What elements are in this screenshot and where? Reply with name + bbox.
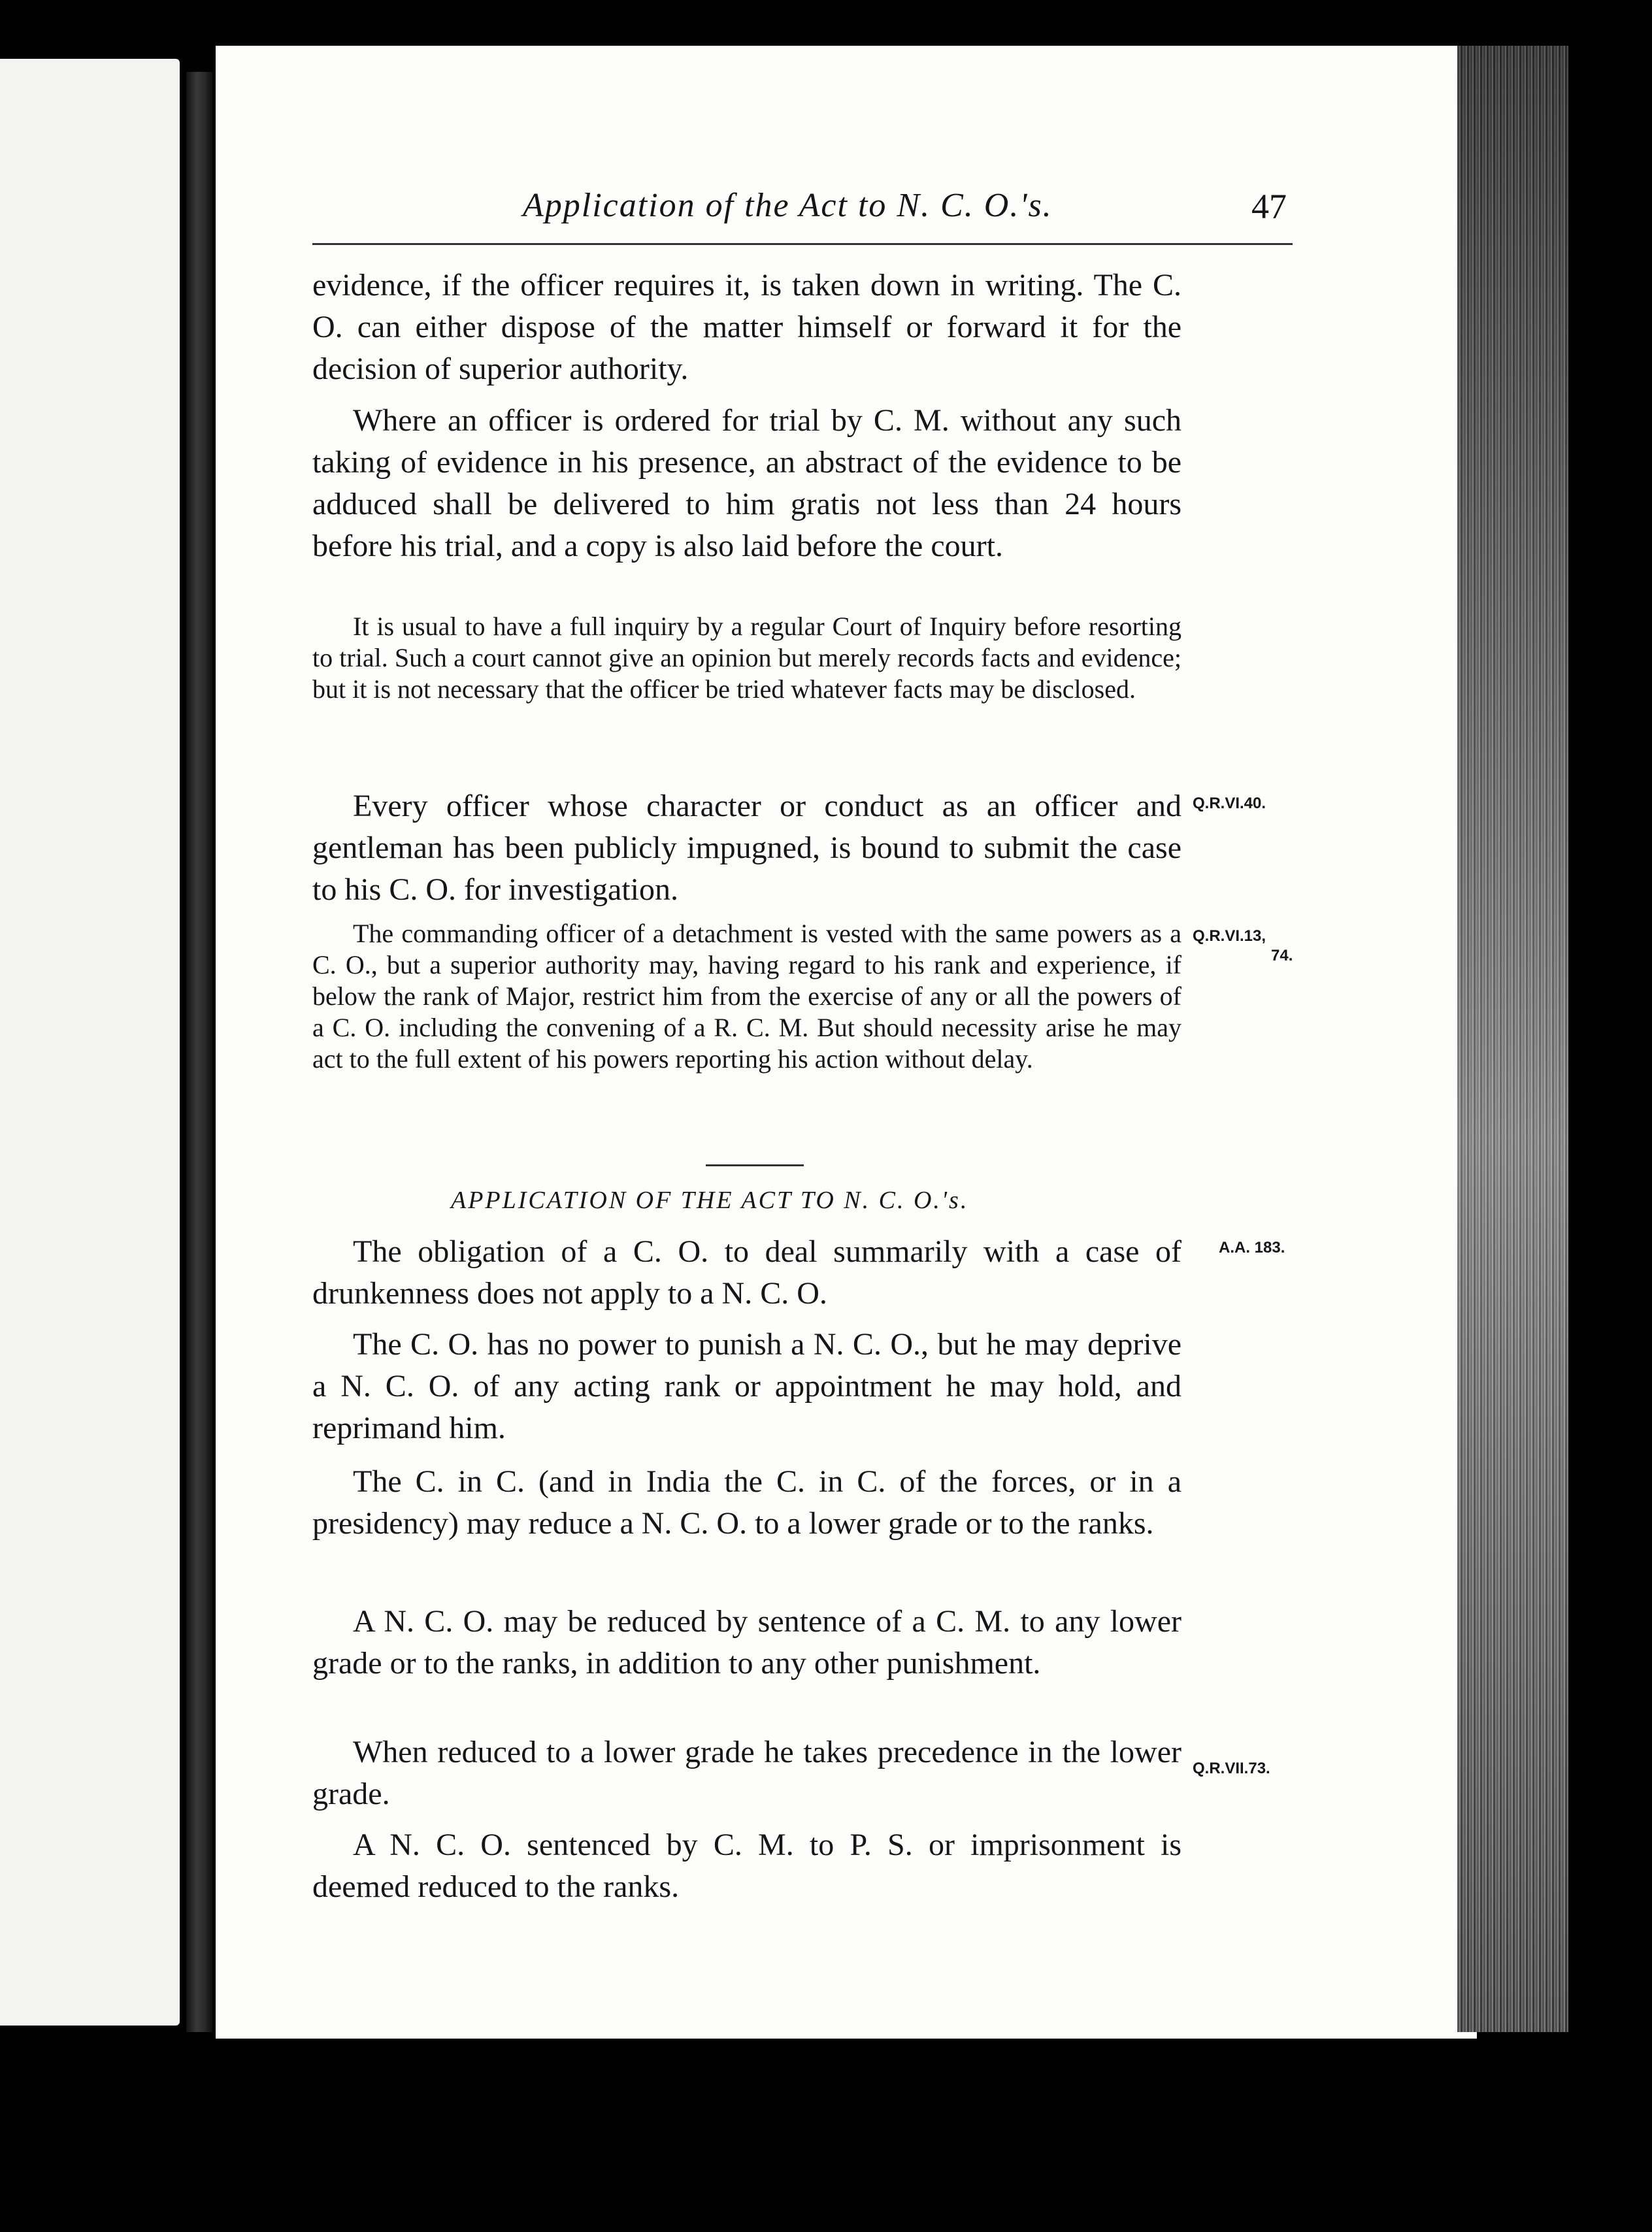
book-gutter xyxy=(186,72,212,2032)
section-title: APPLICATION OF THE ACT TO N. C. O.'s. xyxy=(451,1187,969,1214)
paragraph-6: The C. in C. (and in India the C. in C. of the forces, or in a presidency) may reduce a N. C. O. to a lower grade or to the ranks. xyxy=(312,1464,1181,1541)
margin-ref-2-cont: 74. xyxy=(1271,947,1293,964)
page-number: 47 xyxy=(1251,187,1287,226)
margin-ref-3: A.A. 183. xyxy=(1219,1239,1285,1256)
paragraph-4: The obligation of a C. O. to deal summarily with a case of drunkenness does not apply to a N. C. O. xyxy=(312,1234,1181,1311)
margin-ref-1: Q.R.VI.40. xyxy=(1193,795,1266,812)
note-2: The commanding officer of a detachment is vested with the same powers as a C. O., but a superior authority may, having regard to his rank and experience, if below the rank of Major, restrict him from the exercise of any or all the powers of a C. O. including the convening of a R. C. M. But should necessity arise he may act to the full extent of his powers reporting his action without delay. xyxy=(312,919,1181,1074)
margin-ref-2: Q.R.VI.13, xyxy=(1193,927,1266,945)
note-1: It is usual to have a full inquiry by a regular Court of Inquiry before resorting to trial. Such a court cannot give an opinion but merely records facts and evidence; but it is not necessary that the officer be tried whatever facts may be disclosed. xyxy=(312,612,1181,704)
running-head: Application of the Act to N. C. O.'s. xyxy=(523,187,1053,224)
facing-page-edge xyxy=(0,59,180,2026)
paragraph-9: A N. C. O. sentenced by C. M. to P. S. or imprisonment is deemed reduced to the ranks. xyxy=(312,1828,1181,1904)
paragraph-8: When reduced to a lower grade he takes precedence in the lower grade. xyxy=(312,1735,1181,1811)
paragraph-2: Where an officer is ordered for trial by C. M. without any such taking of evidence in his presence, an abstract of the evidence to be adduced shall be delivered to him gratis not less than 24 hours before his trial, and a copy is also laid before the court. xyxy=(312,403,1181,563)
paragraph-7: A N. C. O. may be reduced by sentence of a C. M. to any lower grade or to the ranks, in addition to any other punishment. xyxy=(312,1604,1181,1681)
section-rule xyxy=(706,1164,804,1166)
margin-ref-4: Q.R.VII.73. xyxy=(1193,1760,1270,1777)
paragraph-3: Every officer whose character or conduct as an officer and gentleman has been publicly impugned, is bound to submit the case to his C. O. for investigation. xyxy=(312,789,1181,907)
paragraph-1: evidence, if the officer requires it, is taken down in writing. The C. O. can either dispose of the matter himself or forward it for the decision of superior authority. xyxy=(312,268,1181,386)
paragraph-5: The C. O. has no power to punish a N. C. O., but he may deprive a N. C. O. of any acting rank or appointment he may hold, and reprimand him. xyxy=(312,1327,1181,1445)
header-rule xyxy=(312,243,1293,245)
